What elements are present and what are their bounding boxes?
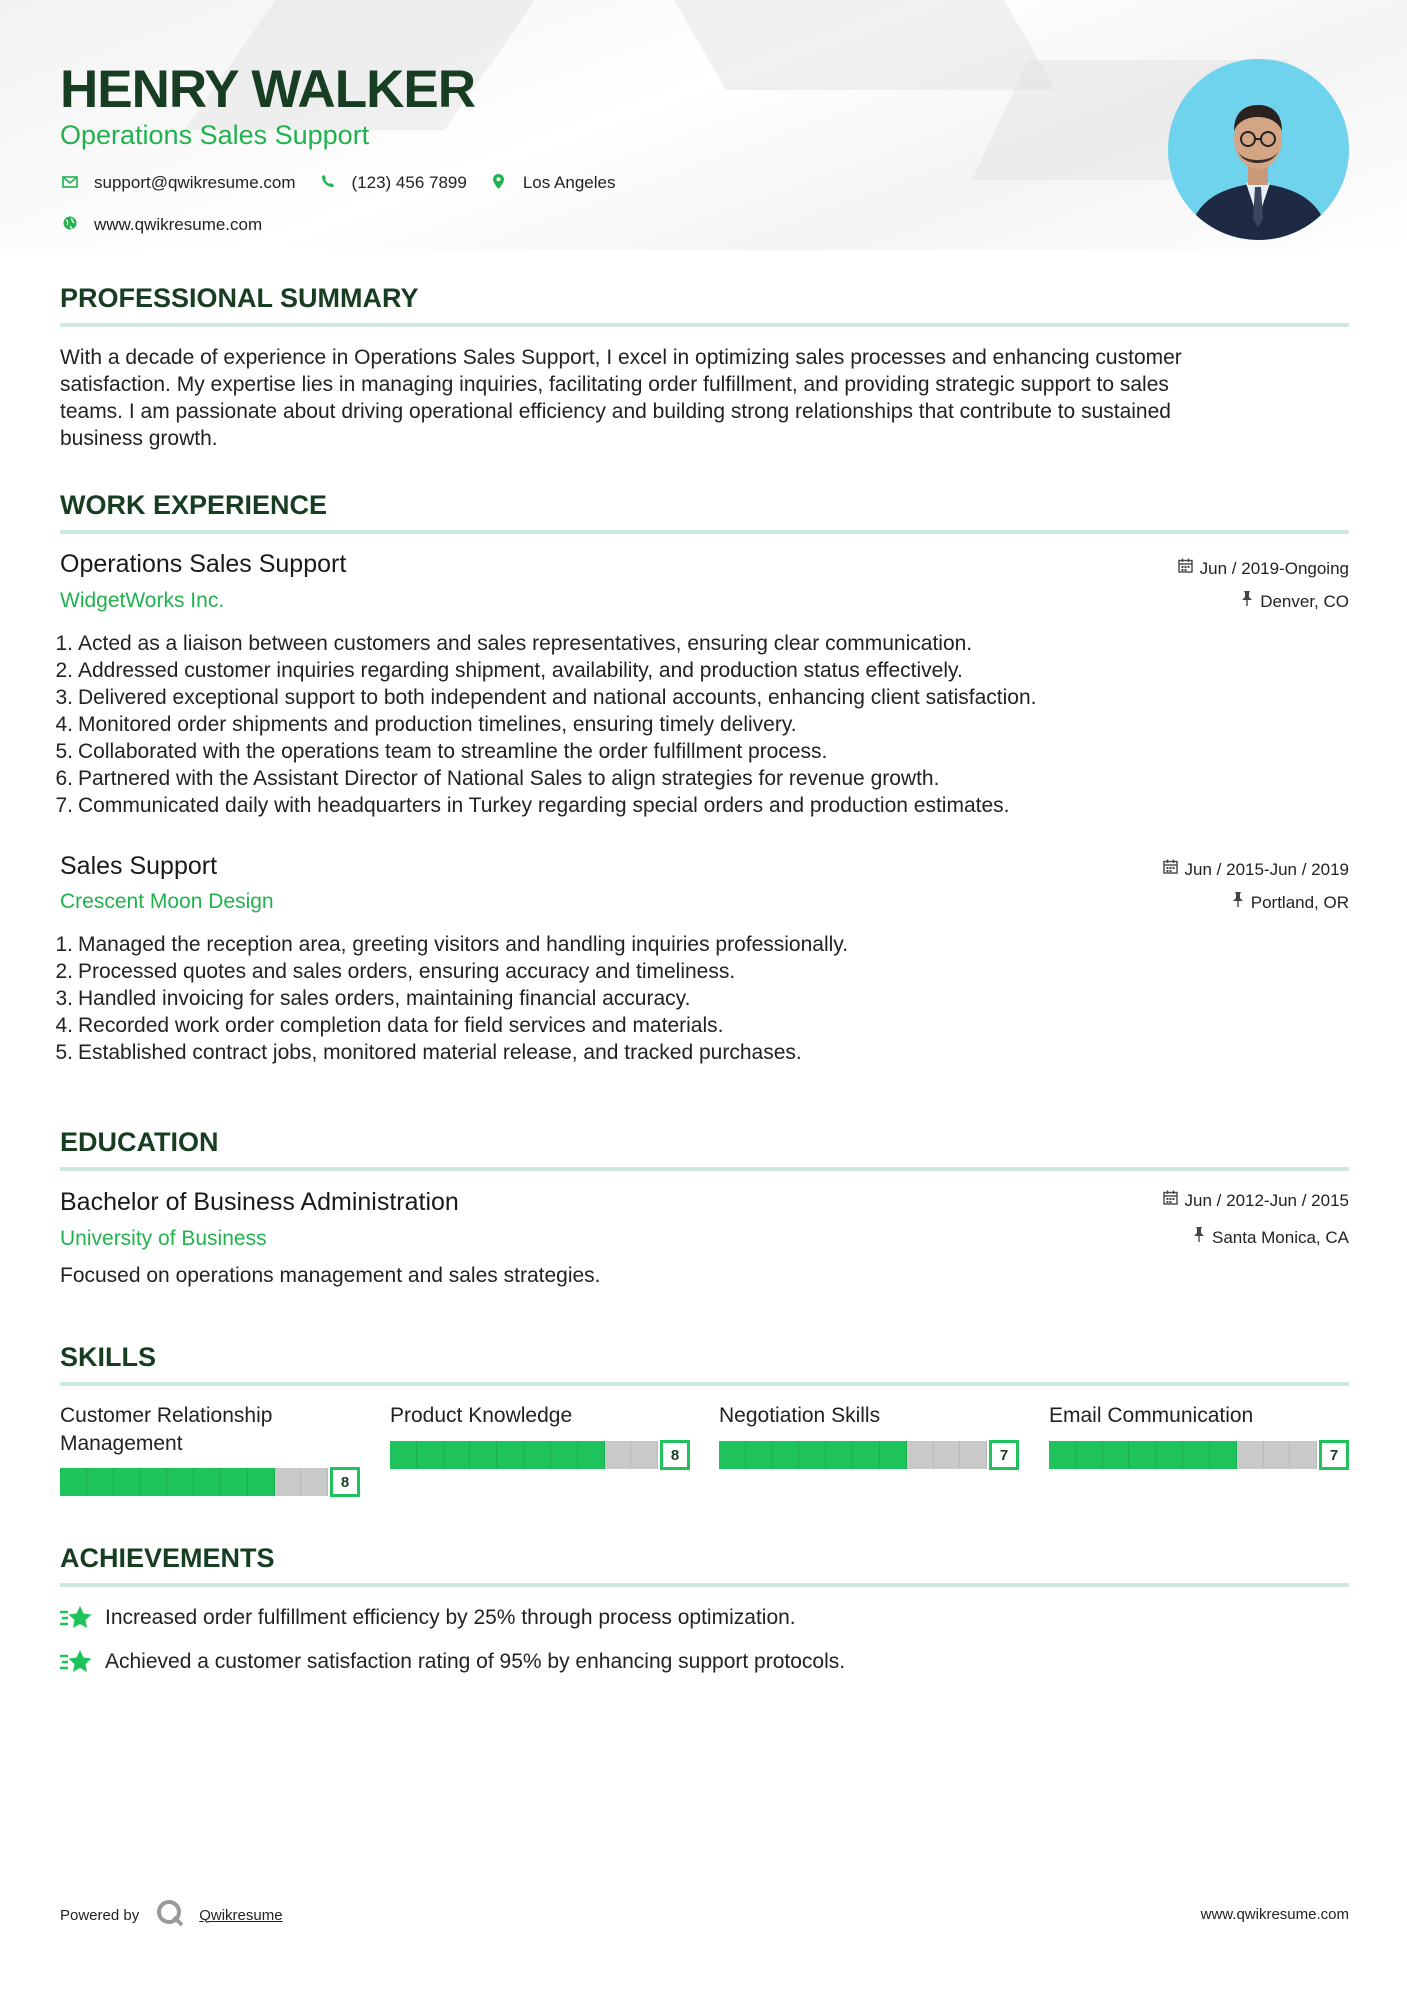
achievement-item: Achieved a customer satisfaction rating of 95% by enhancing support protocols. — [60, 1648, 845, 1676]
list-item: 2. Addressed customer inquiries regarding shipment, availability, and production status effectively. — [55, 659, 963, 682]
skill-bar-segment — [390, 1441, 417, 1469]
list-item: 3. Delivered exceptional support to both independent and national accounts, enhancing client satisfaction. — [55, 686, 1037, 709]
skill-bar-segment — [1156, 1441, 1183, 1469]
qwikresume-link[interactable]: Qwikresume — [199, 1906, 283, 1924]
footer-powered-by: Powered by Qwikresume — [60, 1898, 283, 1932]
skill-bar-segment — [1237, 1441, 1264, 1469]
list-item: 2. Processed quotes and sales orders, ensuring accuracy and timeliness. — [55, 960, 736, 983]
job-bullets — [50, 931, 1340, 1066]
skill-bar-segment — [631, 1441, 658, 1469]
pushpin-icon — [1232, 892, 1244, 914]
skill-score: 7 — [989, 1440, 1019, 1470]
section-title-skills: SKILLS — [60, 1340, 1349, 1386]
job-location: Portland, OR — [1232, 892, 1349, 914]
skill-bar-segment — [470, 1441, 497, 1469]
skill-name: Email Communication — [1049, 1404, 1254, 1427]
email-text: support@qwikresume.com — [94, 173, 296, 192]
skill-bar-segment — [1129, 1441, 1156, 1469]
degree-title: Bachelor of Business Administration — [60, 1188, 459, 1216]
skill-bar-segment — [907, 1441, 934, 1469]
skill-bar-segment — [87, 1468, 114, 1496]
contact-location — [489, 173, 616, 193]
list-item: 5. Collaborated with the operations team to streamline the order fulfillment process. — [55, 740, 828, 763]
skill-bar — [719, 1440, 1019, 1470]
skill-bar-segment — [746, 1441, 773, 1469]
pushpin-icon — [1241, 591, 1253, 613]
job-company: WidgetWorks Inc. — [60, 589, 225, 612]
candidate-role: Operations Sales Support — [60, 120, 370, 150]
calendar-icon — [1163, 859, 1178, 881]
list-item: 4. Monitored order shipments and production timelines, ensuring timely delivery. — [55, 713, 797, 736]
phone-text: (123) 456 7899 — [351, 173, 467, 192]
achievement-item: Increased order fulfillment efficiency by 25% through process optimization. — [60, 1604, 796, 1632]
skill-bar-segment — [301, 1468, 328, 1496]
profile-photo — [1168, 59, 1349, 240]
list-item: 1. Managed the reception area, greeting visitors and handling inquiries professionally. — [55, 933, 849, 956]
section-title-summary: PROFESSIONAL SUMMARY — [60, 281, 1349, 327]
skill-bar-segment — [221, 1468, 248, 1496]
skill-bar-segment — [1049, 1441, 1076, 1469]
skill-score: 7 — [1319, 1440, 1349, 1470]
star-badge-icon — [60, 1604, 94, 1632]
skill-bar-segment — [114, 1468, 141, 1496]
skill-bar-segment — [194, 1468, 221, 1496]
skill-bar-segment — [167, 1468, 194, 1496]
list-item: 6. Partnered with the Assistant Director of National Sales to align strategies for revenue growth. — [55, 767, 940, 790]
skill-bar-segment — [773, 1441, 800, 1469]
calendar-icon — [1178, 558, 1193, 580]
skill-bar-segment — [578, 1441, 605, 1469]
skill-bar-segment — [551, 1441, 578, 1469]
list-item: 1. Acted as a liaison between customers and sales representatives, ensuring clear communication. — [55, 632, 973, 655]
list-item: 7. Communicated daily with headquarters in Turkey regarding special orders and production estimates. — [55, 794, 1010, 817]
skill-bar-segment — [1264, 1441, 1291, 1469]
contact-phone[interactable] — [318, 173, 467, 193]
skill-bar-segment — [524, 1441, 551, 1469]
skill-bar — [1049, 1440, 1349, 1470]
envelope-icon — [60, 175, 80, 192]
skill-score: 8 — [660, 1440, 690, 1470]
skill-bar — [390, 1440, 690, 1470]
map-pin-icon — [489, 174, 509, 193]
skill-bar-segment — [1290, 1441, 1317, 1469]
skill-item — [390, 1402, 690, 1464]
contact-website[interactable] — [60, 215, 262, 235]
skill-bar-segment — [934, 1441, 961, 1469]
skill-score: 8 — [330, 1467, 360, 1497]
contact-row-2 — [60, 215, 284, 235]
skill-bar-segment — [497, 1441, 524, 1469]
skill-item — [719, 1402, 1019, 1464]
section-title-achievements: ACHIEVEMENTS — [60, 1541, 1349, 1587]
skill-bar-segment — [1103, 1441, 1130, 1469]
skill-bar-segment — [60, 1468, 87, 1496]
footer-website[interactable]: www.qwikresume.com — [1200, 1906, 1349, 1923]
job-title: Sales Support — [60, 852, 218, 880]
skill-item — [60, 1402, 360, 1491]
skill-bar-segment — [799, 1441, 826, 1469]
job-dates: Jun / 2015-Jun / 2019 — [1163, 859, 1349, 881]
website-text: www.qwikresume.com — [94, 215, 263, 234]
skill-bar-segment — [960, 1441, 987, 1469]
skill-bar-segment — [719, 1441, 746, 1469]
globe-icon — [60, 216, 80, 234]
phone-icon — [318, 174, 338, 192]
skill-name: Product Knowledge — [390, 1404, 573, 1427]
skill-bar-segment — [826, 1441, 853, 1469]
skill-item — [1049, 1402, 1349, 1464]
pushpin-icon — [1193, 1227, 1205, 1249]
skill-bar-segment — [605, 1441, 632, 1469]
job-bullets — [50, 630, 1340, 819]
skill-bar-segment — [140, 1468, 167, 1496]
skill-bar-segment — [1076, 1441, 1103, 1469]
location-text: Los Angeles — [522, 173, 616, 192]
skill-bar — [60, 1467, 360, 1497]
education-dates: Jun / 2012-Jun / 2015 — [1163, 1190, 1349, 1212]
section-title-education: EDUCATION — [60, 1125, 1349, 1171]
education-location: Santa Monica, CA — [1193, 1227, 1349, 1249]
list-item: 5. Established contract jobs, monitored material release, and tracked purchases. — [55, 1041, 802, 1064]
candidate-name: HENRY WALKER — [60, 60, 475, 119]
star-badge-icon — [60, 1648, 94, 1676]
skill-bar-segment — [853, 1441, 880, 1469]
job-location: Denver, CO — [1241, 591, 1349, 613]
skill-bar-segment — [444, 1441, 471, 1469]
education-note: Focused on operations management and sales strategies. — [60, 1264, 601, 1287]
qwikresume-logo-icon — [155, 1898, 185, 1932]
skill-bar-segment — [1183, 1441, 1210, 1469]
list-item: 3. Handled invoicing for sales orders, maintaining financial accuracy. — [55, 987, 691, 1010]
section-title-experience: WORK EXPERIENCE — [60, 488, 1349, 534]
job-company: Crescent Moon Design — [60, 890, 274, 913]
contact-email[interactable] — [60, 173, 296, 193]
skill-bar-segment — [275, 1468, 302, 1496]
calendar-icon — [1163, 1190, 1178, 1212]
skill-bar-segment — [1210, 1441, 1237, 1469]
summary-text: With a decade of experience in Operations Sales Support, I excel in optimizing sales processes and enhancing customer satisfaction. My expertise lies in managing inquiries, facilitating order fulfillment, and providing strategic support to sales teams. I am passionate about driving operational efficiency and building strong relationships that contribute to sustained business growth. — [60, 346, 1182, 450]
job-title: Operations Sales Support — [60, 550, 347, 578]
list-item: 4. Recorded work order completion data for field services and materials. — [55, 1014, 724, 1037]
skill-name: Negotiation Skills — [719, 1404, 881, 1427]
contact-row-1 — [60, 173, 637, 193]
skill-bar-segment — [417, 1441, 444, 1469]
skill-bar-segment — [880, 1441, 907, 1469]
job-dates: Jun / 2019-Ongoing — [1178, 558, 1349, 580]
skill-name: Customer Relationship Management — [60, 1404, 273, 1455]
school-name: University of Business — [60, 1227, 267, 1250]
skill-bar-segment — [248, 1468, 275, 1496]
